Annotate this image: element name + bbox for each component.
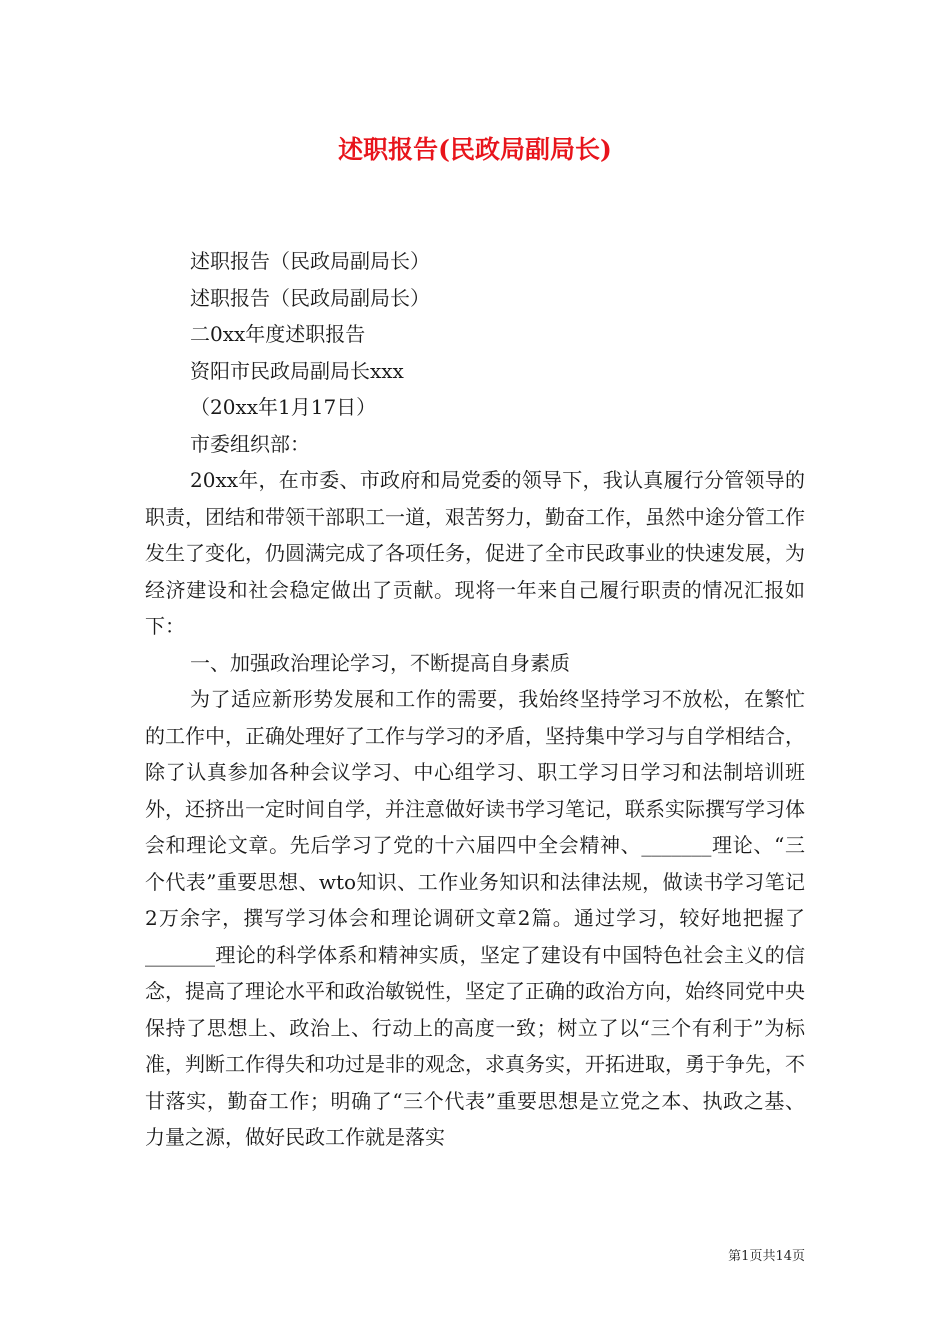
salutation-line: 市委组织部：	[190, 431, 310, 456]
page-number-footer: 第1页共14页	[728, 1249, 805, 1264]
document-body	[145, 243, 805, 1156]
header-line-1: 述职报告（民政局副局长）	[190, 249, 430, 273]
report-year-line: 二0xx年度述职报告	[190, 322, 366, 346]
document-title: 述职报告(民政局副局长)	[338, 135, 612, 164]
date-line: （20xx年1月17日）	[190, 395, 377, 419]
header-line-2: 述职报告（民政局副局长）	[190, 285, 430, 310]
intro-paragraph: 20xx年，在市委、市政府和局党委的领导下，我认真履行分管领导的职责，团结和带领干部职工一道，艰苦努力，勤奋工作，虽然中途分管工作发生了变化，仍圆满完成了各项任务，促进了全市民政事业的快速发展，为经济建设和社会稳定做出了贡献。现将一年来自己履行职责的情况汇报如下：	[145, 468, 805, 638]
author-line: 资阳市民政局副局长xxx	[190, 358, 404, 383]
study-paragraph: 为了适应新形势发展和工作的需要，我始终坚持学习不放松，在繁忙的工作中，正确处理好了工作与学习的矛盾，坚持集中学习与自学相结合，除了认真参加各种会议学习、中心组学习、职工学习日学习和法制培训班外，还挤出一定时间自学，并注意做好读书学习笔记，联系实际撰写学习体会和理论文章。先后学习了党的十六届四中全会精神、_______理论、“三个代表”重要思想、wto知识、工作业务知识和法律法规，做读书学习笔记2万余字，撰写学习体会和理论调研文章2篇。通过学习，较好地把握了_______理论的科学体系和精神实质，坚定了建设有中国特色社会主义的信念，提高了理论水平和政治敏锐性，坚定了正确的政治方向，始终同党中央保持了思想上、政治上、行动上的高度一致；树立了以“三个有利于”为标准，判断工作得失和功过是非的观念，求真务实，开拓进取，勇于争先，不甘落实，勤奋工作；明确了“三个代表”重要思想是立党之本、执政之基、力量之源，做好民政工作就是落实	[145, 687, 805, 1149]
section-heading-1: 一、加强政治理论学习，不断提高自身素质	[190, 650, 570, 675]
